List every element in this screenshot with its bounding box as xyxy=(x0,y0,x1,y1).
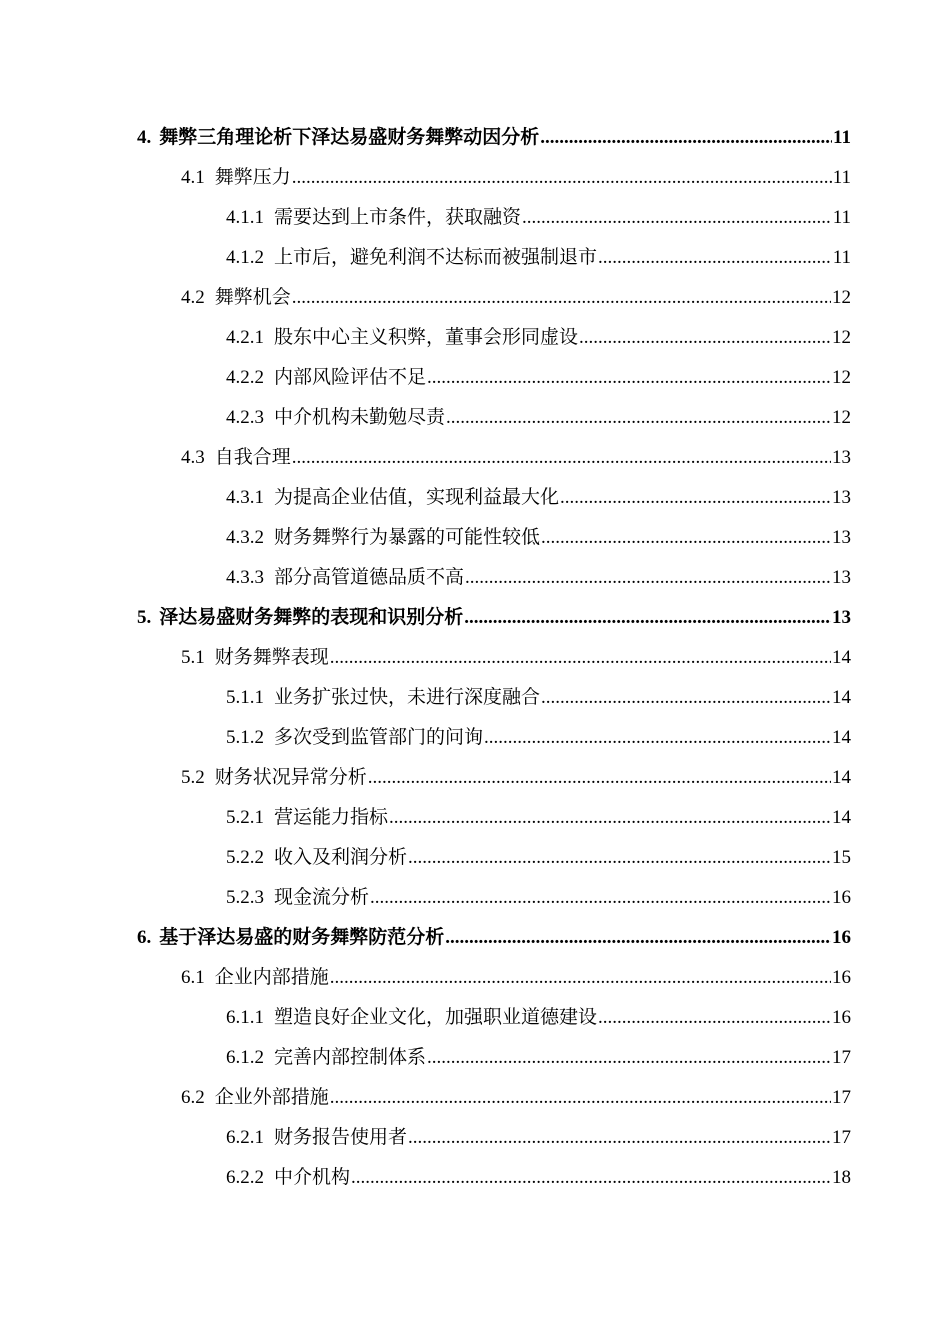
toc-number: 6.1.2 xyxy=(226,1047,264,1068)
toc-dot-leader xyxy=(368,758,831,798)
toc-number: 4.2.1 xyxy=(226,327,264,348)
toc-page-number: 14 xyxy=(832,647,851,668)
toc-dot-leader xyxy=(522,198,832,238)
toc-page-number: 11 xyxy=(833,127,851,148)
toc-number: 5. xyxy=(137,607,152,628)
toc-number: 6.2.1 xyxy=(226,1127,264,1148)
toc-dot-leader xyxy=(464,598,831,638)
toc-entry-5-1-2[interactable] xyxy=(0,718,950,758)
toc-number: 4.1.2 xyxy=(226,247,264,268)
toc-title: 舞弊三角理论析下泽达易盛财务舞弊动因分析 xyxy=(159,127,540,148)
toc-entry-5-2-2[interactable] xyxy=(0,838,950,878)
toc-number: 5.2.1 xyxy=(226,807,264,828)
toc-dot-leader xyxy=(330,1078,831,1118)
toc-number: 6. xyxy=(137,927,152,948)
toc-page-number: 14 xyxy=(832,807,851,828)
toc-number: 5.1.1 xyxy=(226,687,264,708)
toc-page-number: 12 xyxy=(832,367,851,388)
toc-number: 6.2 xyxy=(181,1087,205,1108)
toc-dot-leader xyxy=(445,918,831,958)
toc-number: 5.2.2 xyxy=(226,847,264,868)
toc-entry-4-2-2[interactable] xyxy=(0,358,950,398)
toc-page-number: 18 xyxy=(832,1167,851,1188)
toc-number: 5.2 xyxy=(181,767,205,788)
toc-page-number: 11 xyxy=(832,207,851,228)
toc-page-number: 11 xyxy=(832,247,851,268)
toc-title: 需要达到上市条件，获取融资 xyxy=(274,207,522,228)
table-of-contents xyxy=(0,118,950,1198)
toc-number: 4.3.1 xyxy=(226,487,264,508)
toc-page-number: 14 xyxy=(832,687,851,708)
toc-dot-leader xyxy=(408,1118,831,1158)
toc-dot-leader xyxy=(579,318,831,358)
toc-page-number: 17 xyxy=(832,1047,851,1068)
toc-title: 财务舞弊行为暴露的可能性较低 xyxy=(274,527,541,548)
toc-number: 4.1 xyxy=(181,167,205,188)
toc-dot-leader xyxy=(427,358,831,398)
toc-entry-4-3-1[interactable] xyxy=(0,478,950,518)
toc-page-number: 13 xyxy=(832,487,851,508)
toc-title: 部分高管道德品质不高 xyxy=(274,567,465,588)
toc-entry-4-3[interactable] xyxy=(0,438,950,478)
toc-number: 4.2.3 xyxy=(226,407,264,428)
toc-title: 中介机构 xyxy=(274,1167,351,1188)
toc-number: 5.1.2 xyxy=(226,727,264,748)
toc-number: 5.1 xyxy=(181,647,205,668)
toc-number: 4.2.2 xyxy=(226,367,264,388)
toc-title: 财务状况异常分析 xyxy=(214,767,367,788)
toc-title: 中介机构未勤勉尽责 xyxy=(274,407,446,428)
toc-entry-5-2-3[interactable] xyxy=(0,878,950,918)
toc-number: 5.2.3 xyxy=(226,887,264,908)
toc-page-number: 14 xyxy=(832,727,851,748)
toc-entry-6-2[interactable] xyxy=(0,1078,950,1118)
toc-title: 自我合理 xyxy=(214,447,291,468)
toc-dot-leader xyxy=(598,238,832,278)
toc-page-number: 14 xyxy=(832,767,851,788)
toc-dot-leader xyxy=(465,558,831,598)
toc-entry-6-1[interactable] xyxy=(0,958,950,998)
toc-title: 完善内部控制体系 xyxy=(274,1047,427,1068)
toc-page-number: 17 xyxy=(832,1127,851,1148)
toc-entry-4-1-2[interactable] xyxy=(0,238,950,278)
toc-entry-4-2-1[interactable] xyxy=(0,318,950,358)
toc-number: 4.3.3 xyxy=(226,567,264,588)
toc-page-number: 13 xyxy=(832,607,851,628)
toc-entry-5-2[interactable] xyxy=(0,758,950,798)
toc-page-number: 17 xyxy=(832,1087,851,1108)
toc-number: 4.1.1 xyxy=(226,207,264,228)
toc-entry-4-2[interactable] xyxy=(0,278,950,318)
toc-number: 4.2 xyxy=(181,287,205,308)
toc-entry-5[interactable] xyxy=(0,598,950,638)
toc-title: 企业内部措施 xyxy=(214,967,329,988)
toc-dot-leader xyxy=(427,1038,831,1078)
toc-title: 企业外部措施 xyxy=(214,1087,329,1108)
toc-dot-leader xyxy=(330,958,831,998)
toc-entry-4-3-2[interactable] xyxy=(0,518,950,558)
toc-entry-6-2-1[interactable] xyxy=(0,1118,950,1158)
toc-page-number: 12 xyxy=(832,407,851,428)
toc-title: 业务扩张过快，未进行深度融合 xyxy=(274,687,541,708)
toc-title: 财务舞弊表现 xyxy=(214,647,329,668)
toc-page-number: 16 xyxy=(832,967,851,988)
toc-dot-leader xyxy=(389,798,831,838)
toc-title: 舞弊压力 xyxy=(214,167,291,188)
toc-page-number: 12 xyxy=(832,287,851,308)
toc-entry-6-1-1[interactable] xyxy=(0,998,950,1038)
toc-page-number: 13 xyxy=(832,447,851,468)
toc-number: 4.3.2 xyxy=(226,527,264,548)
toc-page-number: 16 xyxy=(832,1007,851,1028)
toc-entry-5-2-1[interactable] xyxy=(0,798,950,838)
toc-title: 收入及利润分析 xyxy=(274,847,408,868)
toc-entry-5-1[interactable] xyxy=(0,638,950,678)
toc-number: 6.2.2 xyxy=(226,1167,264,1188)
toc-title: 财务报告使用者 xyxy=(274,1127,408,1148)
toc-title: 为提高企业估值，实现利益最大化 xyxy=(274,487,560,508)
toc-dot-leader xyxy=(370,878,831,918)
toc-dot-leader xyxy=(540,118,832,158)
toc-page-number: 12 xyxy=(832,327,851,348)
toc-entry-6-2-2[interactable] xyxy=(0,1158,950,1198)
toc-page-number: 16 xyxy=(832,927,851,948)
toc-title: 基于泽达易盛的财务舞弊防范分析 xyxy=(159,927,445,948)
toc-dot-leader xyxy=(330,638,831,678)
toc-page-number: 15 xyxy=(832,847,851,868)
toc-dot-leader xyxy=(292,158,832,198)
toc-page-number: 13 xyxy=(832,567,851,588)
toc-title: 营运能力指标 xyxy=(274,807,389,828)
toc-dot-leader xyxy=(484,718,831,758)
toc-entry-4-1[interactable] xyxy=(0,158,950,198)
toc-number: 6.1.1 xyxy=(226,1007,264,1028)
toc-dot-leader xyxy=(292,438,831,478)
toc-page-number: 13 xyxy=(832,527,851,548)
toc-entry-4-1-1[interactable] xyxy=(0,198,950,238)
toc-dot-leader xyxy=(598,998,831,1038)
toc-entry-6-1-2[interactable] xyxy=(0,1038,950,1078)
toc-title: 内部风险评估不足 xyxy=(274,367,427,388)
toc-title: 多次受到监管部门的问询 xyxy=(274,727,484,748)
toc-number: 4.3 xyxy=(181,447,205,468)
toc-dot-leader xyxy=(541,678,831,718)
toc-title: 股东中心主义积弊，董事会形同虚设 xyxy=(274,327,579,348)
toc-entry-4[interactable] xyxy=(0,118,950,158)
toc-dot-leader xyxy=(560,478,831,518)
toc-page-number: 11 xyxy=(832,167,851,188)
toc-title: 上市后，避免利润不达标而被强制退市 xyxy=(274,247,598,268)
toc-dot-leader xyxy=(351,1158,831,1198)
toc-entry-6[interactable] xyxy=(0,918,950,958)
toc-number: 6.1 xyxy=(181,967,205,988)
toc-entry-5-1-1[interactable] xyxy=(0,678,950,718)
toc-dot-leader xyxy=(408,838,831,878)
toc-title: 舞弊机会 xyxy=(214,287,291,308)
toc-dot-leader xyxy=(292,278,831,318)
toc-dot-leader xyxy=(446,398,831,438)
toc-title: 现金流分析 xyxy=(274,887,370,908)
toc-entry-4-2-3[interactable] xyxy=(0,398,950,438)
toc-title: 塑造良好企业文化，加强职业道德建设 xyxy=(274,1007,598,1028)
toc-dot-leader xyxy=(541,518,831,558)
toc-number: 4. xyxy=(137,127,152,148)
toc-page-number: 16 xyxy=(832,887,851,908)
toc-entry-4-3-3[interactable] xyxy=(0,558,950,598)
toc-title: 泽达易盛财务舞弊的表现和识别分析 xyxy=(159,607,464,628)
